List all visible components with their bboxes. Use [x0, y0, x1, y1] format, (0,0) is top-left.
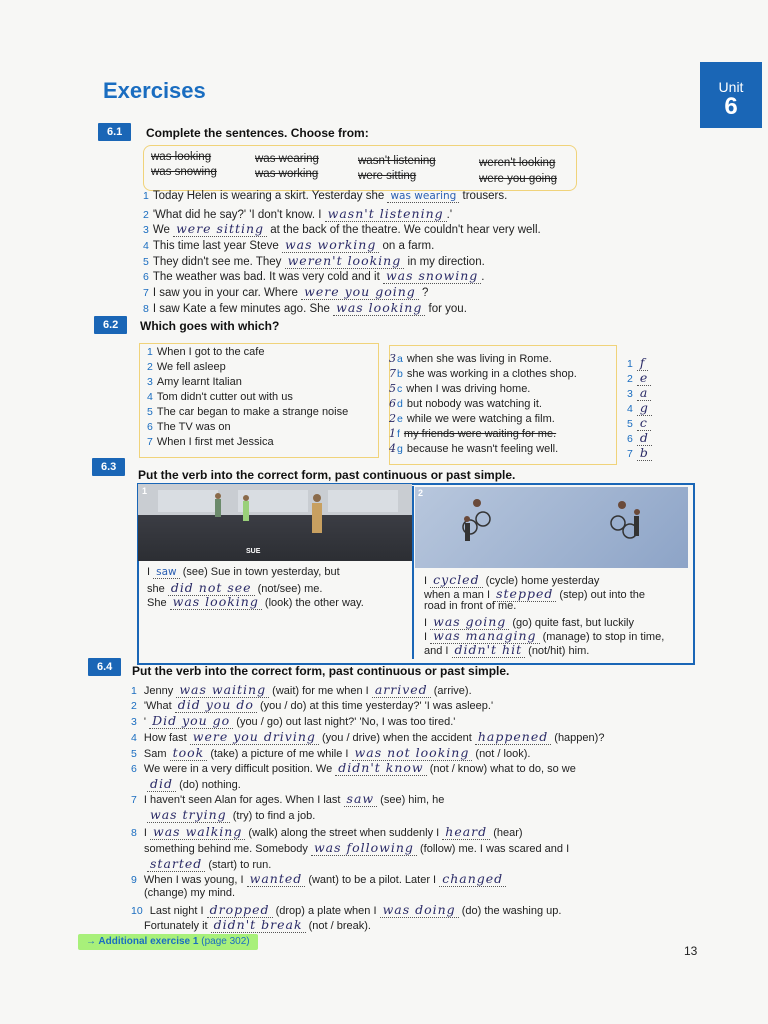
answer-field[interactable]: was following [311, 840, 417, 856]
answer-field[interactable]: Did you go [149, 713, 233, 729]
sentence-text: (drop) a plate when I [275, 905, 377, 917]
match-mark: 6 [389, 397, 397, 410]
sentence-6-4-line [140, 917, 371, 932]
match-answer [627, 370, 651, 385]
unit-tab [700, 62, 762, 128]
cycling-illustration [415, 487, 688, 568]
sentence-6-4-line [131, 729, 604, 744]
cycling-scene-icon [415, 487, 688, 568]
item-number: 10 [131, 905, 143, 917]
option: weren't looking [479, 157, 556, 169]
answer-field[interactable]: took [170, 745, 208, 761]
answer-field[interactable]: was walking [150, 824, 245, 840]
clause-text: but nobody was watching it. [406, 398, 542, 410]
sentence-6-1-7 [143, 284, 428, 299]
item-number: 2 [147, 361, 153, 373]
match-answer [627, 430, 652, 445]
option: was snowing [151, 166, 217, 178]
sentence-text: for you. [428, 303, 467, 315]
item-number: 6 [131, 763, 137, 775]
page-title: Exercises [103, 78, 206, 103]
answer-field[interactable]: a [637, 385, 651, 401]
additional-exercise-link[interactable] [78, 934, 258, 950]
clause-text: Tom didn't cutter out with us [156, 391, 293, 403]
answer-field[interactable]: dropped [207, 902, 273, 918]
answer-field[interactable]: was trying [147, 807, 230, 823]
item-number: 1 [147, 346, 153, 358]
sentence-6-4-line [131, 871, 506, 886]
clause-text: because he wasn't feeling well. [406, 443, 559, 455]
item-number: 4 [143, 240, 149, 252]
item-letter: a [397, 353, 403, 365]
sentence-text: (follow) me. I was scared and I [419, 843, 570, 855]
sentence-text: in my direction. [407, 256, 485, 268]
match-answer [627, 400, 652, 415]
sentence-text: When I was young, I [143, 874, 244, 886]
clause-text: while we were watching a film. [406, 413, 555, 425]
exercise-badge-6-3: 6.3 [92, 458, 125, 476]
sentence-text: at the back of the theatre. We couldn't hear very well. [270, 224, 541, 236]
item-number: 2 [627, 373, 633, 385]
answer-field[interactable]: d [637, 430, 652, 446]
right-clause [389, 397, 542, 410]
right-clause [389, 367, 577, 380]
sentence-6-4-line [140, 887, 235, 899]
answer-field[interactable]: arrived [372, 682, 431, 698]
sentence-text: Jenny [143, 685, 174, 697]
match-answer [627, 385, 651, 400]
sentence-text: I haven't seen Alan for ages. When I last [143, 794, 341, 806]
answer-field[interactable]: b [637, 445, 652, 461]
answer-field[interactable]: heard [442, 824, 490, 840]
clause-text: When I got to the cafe [156, 346, 265, 358]
story-text: (see) Sue in town yesterday, but [182, 566, 340, 578]
answer-field[interactable]: weren't looking [285, 253, 405, 269]
sentence-text: something behind me. Somebody [144, 843, 308, 855]
story-text: (cycle) home yesterday [485, 575, 600, 587]
sentence-text: (start) to run. [208, 859, 272, 871]
answer-field[interactable]: did [147, 776, 176, 792]
sentence-text: (want) to be a pilot. Later I [308, 874, 437, 886]
picture-divider [412, 486, 414, 659]
sentence-text: (hear) [493, 827, 523, 839]
sentence-text: ' [143, 716, 147, 728]
right-clause [389, 412, 555, 425]
sentence-text: on a farm. [382, 240, 435, 252]
sentence-text: (arrive). [433, 685, 472, 697]
item-number: 8 [131, 827, 137, 839]
item-number: 6 [143, 271, 149, 283]
sentence-text: Today Helen is wearing a skirt. Yesterday she [152, 190, 385, 202]
exercise-heading-6-4: Put the verb into the correct form, past continuous or past simple. [132, 664, 510, 678]
exercise-badge-6-1: 6.1 [98, 123, 131, 141]
option: was working [255, 168, 319, 180]
item-number: 1 [627, 358, 633, 370]
story-line [424, 614, 634, 629]
story-line [424, 628, 664, 643]
item-letter: b [397, 368, 403, 380]
sentence-text: I [143, 827, 147, 839]
sentence-text: We were in a very difficult position. We [143, 763, 333, 775]
answer-field[interactable]: was snowing [383, 268, 481, 284]
sentence-text: I saw Kate a few minutes ago. She [152, 303, 330, 315]
answer-field[interactable]: was looking [170, 594, 262, 610]
left-clause [147, 391, 293, 403]
story-text: (go) quite fast, but luckily [512, 617, 634, 629]
sentence-6-1-6 [143, 268, 484, 283]
page-number: 13 [684, 944, 698, 958]
sentence-6-1-4 [143, 237, 434, 252]
exercise-heading-6-1: Complete the sentences. Choose from: [146, 126, 369, 140]
left-clause [147, 406, 348, 418]
unit-number: 6 [724, 93, 738, 120]
item-number: 5 [143, 256, 149, 268]
exercise-badge-6-2: 6.2 [94, 316, 127, 334]
answer-field[interactable]: didn't know [335, 760, 426, 776]
sentence-6-4-line [131, 682, 472, 697]
answer-field[interactable]: f [637, 355, 649, 371]
sentence-text: Fortunately it [144, 920, 208, 932]
sentence-text: We [152, 224, 170, 236]
sentence-text: (you / go) out last night?' 'No, I was too tired.' [236, 716, 456, 728]
story-line [424, 586, 645, 601]
item-letter: c [397, 383, 403, 395]
sentence-text: ? [421, 287, 429, 299]
story-line [424, 642, 589, 657]
answer-field[interactable]: did not see [168, 580, 255, 596]
clause-text: The car began to make a strange noise [156, 406, 349, 418]
answer-field[interactable]: was managing [430, 628, 539, 644]
picture-number: 1 [142, 486, 148, 496]
match-mark: 1 [389, 427, 397, 440]
sentence-text: (try) to find a job. [232, 810, 316, 822]
picture-label: SUE [246, 548, 261, 555]
item-number: 7 [143, 287, 149, 299]
answer-field[interactable]: saw [153, 566, 180, 579]
item-number: 2 [131, 700, 137, 712]
clause-text: when she was living in Rome. [406, 353, 552, 365]
answer-field[interactable]: was doing [380, 902, 459, 918]
item-number: 3 [627, 388, 633, 400]
item-letter: g [397, 443, 403, 455]
left-clause [147, 436, 274, 448]
sentence-text: They didn't see me. They [152, 256, 282, 268]
sentence-6-4-line [143, 807, 315, 822]
clause-text: she was working in a clothes shop. [406, 368, 577, 380]
street-illustration [138, 484, 412, 561]
item-number: 7 [147, 436, 153, 448]
sentence-6-4-line [131, 902, 561, 917]
story-text: she [147, 583, 165, 595]
answer-field[interactable]: stepped [493, 586, 556, 602]
sentence-6-1-5 [143, 253, 485, 268]
sentence-text: I saw you in your car. Where [152, 287, 298, 299]
answer-field[interactable]: was going [430, 614, 509, 630]
sentence-text: Last night I [149, 905, 204, 917]
clause-text: We fell asleep [156, 361, 226, 373]
match-answer [627, 355, 648, 370]
left-clause [147, 346, 264, 358]
story-text: road in front of me. [424, 600, 517, 612]
answer-field[interactable]: c [637, 415, 651, 431]
story-text: when a man I [424, 589, 491, 601]
story-line [147, 594, 364, 609]
sentence-6-1-8 [143, 300, 467, 315]
match-answer [627, 415, 651, 430]
item-number: 9 [131, 874, 137, 886]
clause-text: When I first met Jessica [156, 436, 274, 448]
answer-field[interactable]: was looking [333, 300, 425, 316]
sentence-text: (not / know) what to do, so we [429, 763, 576, 775]
right-clause [389, 352, 552, 365]
match-mark: 7 [389, 367, 397, 380]
item-number: 6 [627, 433, 633, 445]
street-scene-icon [138, 484, 412, 561]
item-number: 5 [131, 748, 137, 760]
sentence-text: (you / drive) when the accident [321, 732, 472, 744]
answer-field[interactable]: were sitting [173, 221, 267, 237]
story-text: (not/hit) him. [528, 645, 590, 657]
unit-label: Unit [718, 79, 744, 95]
story-text: (manage) to stop in time, [542, 631, 665, 643]
story-text: I [424, 631, 428, 643]
sentence-6-4-line [140, 840, 569, 855]
right-clause [389, 382, 530, 395]
sentence-text: The weather was bad. It was very cold and it [152, 271, 380, 283]
item-number: 1 [131, 685, 137, 697]
match-mark: 3 [389, 352, 397, 365]
match-mark: 4 [389, 442, 397, 455]
sentence-text: (walk) along the street when suddenly I [248, 827, 440, 839]
item-letter: e [397, 413, 403, 425]
story-text: (not/see) me. [257, 583, 323, 595]
exercise-heading-6-2: Which goes with which? [140, 319, 280, 333]
item-number: 7 [627, 448, 633, 460]
item-number: 7 [131, 794, 137, 806]
item-number: 4 [627, 403, 633, 415]
item-number: 3 [143, 224, 149, 236]
answer-field[interactable]: was working [282, 237, 379, 253]
item-number: 5 [627, 418, 633, 430]
sentence-6-4-line [131, 791, 444, 806]
sentence-text: This time last year Steve [152, 240, 279, 252]
item-number: 6 [147, 421, 153, 433]
sentence-text: (do) the washing up. [461, 905, 562, 917]
story-text: I [424, 617, 428, 629]
answer-field[interactable]: were you driving [190, 729, 319, 745]
sentence-6-1-1 [143, 190, 507, 202]
link-text: → Additional exercise 1 [86, 936, 199, 947]
item-number: 3 [147, 376, 153, 388]
answer-field[interactable]: did you do [175, 697, 257, 713]
clause-text: The TV was on [156, 421, 231, 433]
answer-field[interactable]: was not looking [352, 745, 473, 761]
sentence-text: (not / look). [475, 748, 531, 760]
answer-field[interactable]: didn't hit [452, 642, 526, 658]
story-text: She [147, 597, 167, 609]
answer-field[interactable]: cycled [430, 572, 482, 588]
item-number: 8 [143, 303, 149, 315]
answer-field[interactable]: wasn't listening [325, 206, 447, 222]
right-clause [389, 427, 556, 440]
sentence-6-4-line [131, 745, 530, 760]
left-clause [147, 421, 231, 433]
sentence-text: 'What did he say?' 'I don't know. I [152, 209, 322, 221]
answer-field[interactable]: changed [439, 871, 506, 887]
item-number: 4 [147, 391, 153, 403]
story-text: (step) out into the [559, 589, 646, 601]
story-line [424, 572, 599, 587]
sentence-text: (see) him, he [380, 794, 445, 806]
option: were you going [479, 173, 557, 185]
item-number: 3 [131, 716, 137, 728]
sentence-text: .' [446, 209, 453, 221]
option: was wearing [255, 153, 319, 165]
sentence-text: (happen)? [554, 732, 605, 744]
exercise-heading-6-3: Put the verb into the correct form, past continuous or past simple. [138, 468, 516, 482]
answer-field[interactable]: e [637, 370, 651, 386]
story-text: (look) the other way. [264, 597, 364, 609]
sentence-6-1-3 [143, 221, 541, 236]
item-letter: f [397, 428, 400, 440]
story-text: I [424, 575, 428, 587]
sentence-6-4-line [131, 697, 493, 712]
sentence-text: (you / do) at this time yesterday?' 'I was asleep.' [259, 700, 494, 712]
sentence-text: (wait) for me when I [272, 685, 369, 697]
item-number: 5 [147, 406, 153, 418]
clause-text: Amy learnt Italian [156, 376, 242, 388]
sentence-text: . [481, 271, 485, 283]
story-line [424, 600, 516, 612]
sentence-text: (not / break). [308, 920, 371, 932]
sentence-text: 'What [143, 700, 172, 712]
item-letter: d [397, 398, 403, 410]
picture-number: 2 [418, 488, 424, 498]
sentence-text: (change) my mind. [144, 887, 236, 899]
sentence-6-4-line [143, 856, 271, 871]
answer-field[interactable]: didn't break [211, 917, 306, 933]
story-line [147, 566, 340, 578]
option: was looking [151, 151, 212, 163]
answer-field[interactable]: started [147, 856, 205, 872]
left-clause [147, 376, 242, 388]
link-page-ref: (page 302) [201, 936, 250, 947]
match-answer [627, 445, 652, 460]
story-text: and I [424, 645, 449, 657]
option: wasn't listening [358, 155, 436, 167]
item-number: 2 [143, 209, 149, 221]
right-clause [389, 442, 558, 455]
clause-text: my friends were waiting for me. [403, 428, 557, 440]
sentence-6-4-line [131, 824, 523, 839]
answer-field[interactable]: wanted [247, 871, 306, 887]
answer-field[interactable]: happened [475, 729, 551, 745]
clause-text: when I was driving home. [406, 383, 531, 395]
sentence-text: How fast [143, 732, 187, 744]
story-text: I [147, 566, 151, 578]
answer-field[interactable]: were you going [301, 284, 419, 300]
answer-field[interactable]: g [637, 400, 652, 416]
sentence-6-4-line [143, 776, 241, 791]
left-clause [147, 361, 226, 373]
match-mark: 2 [389, 412, 397, 425]
match-mark: 5 [389, 382, 397, 395]
sentence-text: (do) nothing. [179, 779, 241, 791]
sentence-text: trousers. [462, 190, 508, 202]
answer-field[interactable]: was waiting [176, 682, 269, 698]
option: were sitting [358, 170, 417, 182]
item-number: 4 [131, 732, 137, 744]
item-number: 1 [143, 190, 149, 202]
exercise-badge-6-4: 6.4 [88, 658, 121, 676]
sentence-6-4-line [131, 760, 576, 775]
answer-field[interactable]: saw [344, 791, 378, 807]
answer-field[interactable]: was wearing [387, 190, 459, 203]
sentence-6-4-line [131, 713, 455, 728]
sentence-text: Sam [143, 748, 167, 760]
story-line [147, 580, 322, 595]
sentence-6-1-2 [143, 206, 452, 221]
sentence-text: (take) a picture of me while I [210, 748, 349, 760]
